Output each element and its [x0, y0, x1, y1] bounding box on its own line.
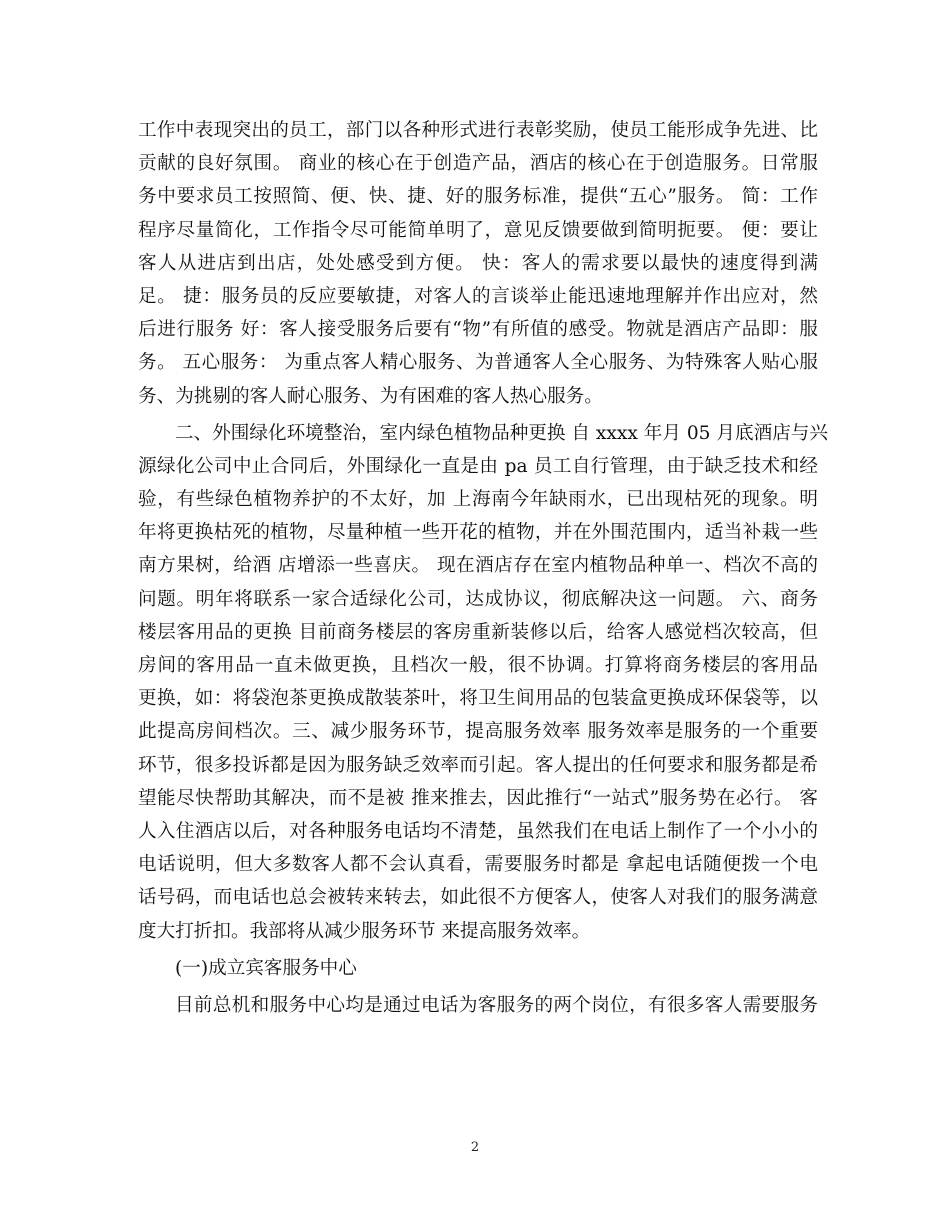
- document-body: [138, 114, 828, 1022]
- text-line: 环节，很多投诉都是因为服务缺乏效率而引起。客人提出的任何要求和服务都是希: [138, 754, 818, 776]
- text-line: 问题。明年将联系一家合适绿化公司，达成协议，彻底解决这一问题。 六、商务: [138, 588, 818, 610]
- text-line: 务、为挑剔的客人耐心服务、为有困难的客人热心服务。: [138, 385, 603, 407]
- text-line: 后进行服务 好：客人接受服务后要有“物”有所值的感受。物就是酒店产品即：服: [138, 319, 818, 341]
- text-line: 此提高房间档次。三、减少服务环节，提高服务效率 服务效率是服务的一个重要: [138, 721, 818, 743]
- text-line: 人入住酒店以后，对各种服务电话均不清楚，虽然我们在电话上制作了一个小小的: [138, 820, 818, 842]
- text-line: 务中要求员工按照简、便、快、捷、好的服务标准，提供“五心”服务。 简：工作: [138, 186, 818, 208]
- text-line: 客人从进店到出店，处处感受到方便。 快：客人的需求要以最快的速度得到满: [138, 252, 818, 274]
- paragraph-2: [138, 417, 828, 948]
- page-number: 2: [470, 1140, 480, 1155]
- text-line: 工作中表现突出的员工，部门以各种形式进行表彰奖励，使员工能形成争先进、比: [138, 120, 818, 141]
- section-heading: (一)成立宾客服务中心: [175, 957, 357, 979]
- text-line: 源绿化公司中止合同后，外围绿化一直是由 pa 员工自行管理，由于缺乏技术和经: [138, 455, 818, 477]
- text-line: 楼层客用品的更换 目前商务楼层的客房重新装修以后，给客人感觉档次较高，但: [138, 621, 818, 643]
- text-line: 年将更换枯死的植物，尽量种植一些开花的植物，并在外围范围内，适当补栽一些: [138, 522, 818, 544]
- text-line: 话号码，而电话也总会被转来转去，如此很不方便客人，使客人对我们的服务满意: [138, 887, 818, 909]
- text-line: 电话说明，但大多数客人都不会认真看，需要服务时都是 拿起电话随便拨一个电: [138, 854, 818, 876]
- paragraph-3: [138, 989, 818, 1022]
- text-line: 二、外围绿化环境整治，室内绿色植物品种更换 自 xxxx 年月 05 月底酒店与兴: [175, 422, 828, 444]
- text-line: 贡献的良好氛围。 商业的核心在于创造产品，酒店的核心在于创造服务。日常服: [138, 153, 818, 175]
- text-line: 程序尽量简化，工作指令尽可能简单明了，意见反馈要做到简明扼要。 便：要让: [138, 219, 818, 241]
- paragraph-1: [138, 114, 818, 413]
- text-line: 房间的客用品一直未做更换，且档次一般，很不协调。打算将商务楼层的客用品: [138, 655, 818, 676]
- text-line: 望能尽快帮助其解决，而不是被 推来推去，因此推行“一站式”服务势在必行。 客: [138, 787, 818, 809]
- text-line: 南方果树，给酒 店增添一些喜庆。 现在酒店存在室内植物品种单一、档次不高的: [138, 555, 818, 577]
- text-line: 足。 捷：服务员的反应要敏捷，对客人的言谈举止能迅速地理解并作出应对，然: [138, 285, 818, 307]
- text-line: 更换，如：将袋泡茶更换成散装茶叶，将卫生间用品的包装盒更换成环保袋等，以: [138, 688, 818, 710]
- text-line: 度大打折扣。我部将从减少服务环节 来提高服务效率。: [138, 920, 591, 942]
- text-line: 务。 五心服务： 为重点客人精心服务、为普通客人全心服务、为特殊客人贴心服: [138, 352, 818, 374]
- text-line: 目前总机和服务中心均是通过电话为客服务的两个岗位，有很多客人需要服务: [175, 994, 818, 1016]
- text-line: 验，有些绿色植物养护的不太好，加 上海南今年缺雨水，已出现枯死的现象。明: [138, 489, 818, 511]
